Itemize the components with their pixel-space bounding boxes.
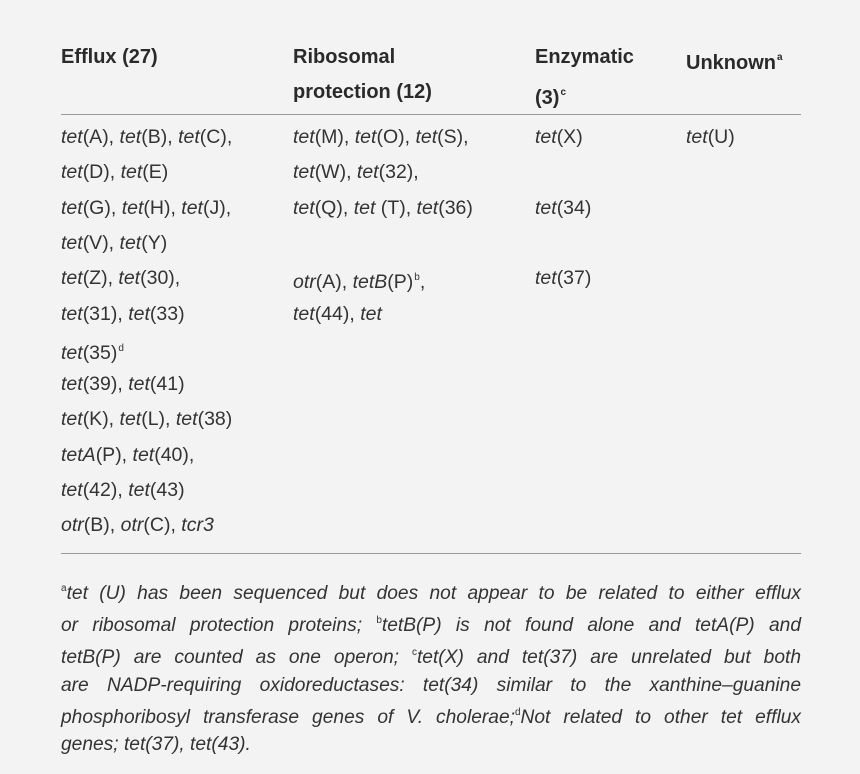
footnote-line-3 bbox=[61, 639, 801, 671]
gene-suffix: (38) bbox=[197, 408, 233, 431]
footnote-text-5b: Not related to other tet efflux bbox=[520, 706, 801, 728]
gene-suffix: (J), bbox=[202, 196, 232, 219]
ribosomal-entry bbox=[293, 123, 469, 151]
gene-suffix: (Y) bbox=[141, 231, 168, 254]
gene-name: tet bbox=[686, 126, 708, 148]
gene-suffix: (A), bbox=[315, 271, 353, 294]
efflux-entry bbox=[61, 158, 168, 186]
footnote-line-5 bbox=[61, 699, 801, 731]
gene-suffix: (B), bbox=[83, 514, 121, 537]
gene-suffix: (32), bbox=[378, 161, 419, 184]
gene-suffix: (36) bbox=[438, 196, 473, 219]
footnote-marker-c: c bbox=[411, 647, 417, 659]
footnote-line-2 bbox=[61, 607, 801, 639]
gene-name: tet bbox=[132, 443, 155, 466]
footnote-line-6 bbox=[61, 731, 801, 758]
footnote-text-2a: or ribosomal protection proteins; bbox=[61, 615, 377, 637]
gene-name: tcr3 bbox=[181, 514, 214, 537]
gene-suffix: (X) bbox=[556, 126, 583, 148]
gene-suffix: (A), bbox=[82, 126, 120, 148]
gene-name: tet bbox=[354, 126, 377, 148]
gene-name: tet bbox=[293, 196, 315, 219]
gene-suffix: (T), bbox=[375, 196, 417, 219]
gene-name: tet bbox=[120, 161, 143, 184]
gene-suffix: (V), bbox=[82, 231, 120, 254]
header-enzymatic-line2 bbox=[535, 75, 634, 116]
efflux-entry bbox=[61, 229, 167, 257]
efflux-entry bbox=[61, 123, 232, 151]
gene-suffix: (L), bbox=[141, 408, 176, 431]
gene-name: tet bbox=[535, 267, 557, 290]
footnote-marker-c: c bbox=[560, 87, 567, 98]
gene-suffix: (P) bbox=[387, 271, 414, 294]
footnote-text-5a: phosphoribosyl transferase genes of V. cholerae; bbox=[61, 706, 515, 728]
gene-name: tet bbox=[178, 126, 200, 148]
footnote-text-3a: tetB(P) are counted as one operon; bbox=[61, 647, 412, 669]
gene-name: tet bbox=[61, 341, 83, 364]
gene-name: tet bbox=[61, 267, 83, 290]
gene-name: tet bbox=[415, 126, 438, 148]
unknown-entry bbox=[686, 123, 735, 151]
gene-name: tet bbox=[61, 231, 83, 254]
gene-name: tet bbox=[128, 479, 150, 501]
gene-name: tet bbox=[119, 231, 142, 254]
gene-suffix: (M), bbox=[314, 126, 355, 148]
gene-suffix: (U) bbox=[707, 126, 735, 148]
footnote-text-4: are NADP-requiring oxidoreductases: tet(34) similar to the xanthine–guanine bbox=[61, 674, 801, 696]
gene-name: tet bbox=[293, 302, 315, 325]
gene-name: tet bbox=[360, 302, 382, 325]
efflux-entry bbox=[61, 476, 185, 504]
gene-name: tet bbox=[353, 196, 376, 219]
gene-name: tet bbox=[61, 126, 83, 148]
footnote-marker-a: a bbox=[777, 52, 783, 63]
gene-suffix: (P), bbox=[95, 443, 133, 466]
gene-suffix: (B), bbox=[141, 126, 179, 148]
header-efflux-text: Efflux (27) bbox=[61, 46, 158, 68]
enzymatic-entry bbox=[535, 264, 591, 292]
gene-name: tet bbox=[416, 196, 439, 219]
gene-suffix: (33) bbox=[149, 302, 185, 325]
footnote-line-4 bbox=[61, 672, 801, 699]
header-enzymatic bbox=[535, 40, 634, 116]
gene-name: tet bbox=[175, 408, 198, 431]
footnote-marker: d bbox=[118, 342, 124, 354]
gene-name: otr bbox=[120, 514, 144, 537]
efflux-entry bbox=[61, 194, 231, 222]
footnote-text-6: genes; tet(37), tet(43). bbox=[61, 734, 251, 756]
header-enzymatic-line1: Enzymatic bbox=[535, 46, 634, 68]
footnote-marker-b: b bbox=[376, 615, 382, 627]
footnote-marker-a: a bbox=[61, 583, 67, 594]
gene-suffix: (40), bbox=[154, 443, 195, 466]
gene-suffix: (Q), bbox=[314, 196, 354, 219]
gene-name: tet bbox=[121, 196, 144, 219]
footnote-text-2b: tetB(P) is not found alone and tetA(P) and bbox=[381, 615, 801, 637]
gene-name: tet bbox=[119, 408, 142, 431]
gene-suffix: (37) bbox=[556, 267, 592, 290]
gene-suffix: (44), bbox=[314, 302, 361, 325]
gene-suffix: (41) bbox=[149, 373, 185, 396]
gene-suffix: (43) bbox=[149, 479, 185, 501]
gene-name: otr bbox=[293, 271, 316, 294]
gene-name: tet bbox=[61, 161, 83, 184]
gene-name: tet bbox=[535, 126, 557, 148]
gene-suffix: , bbox=[419, 271, 426, 294]
gene-name: tet bbox=[61, 373, 83, 396]
gene-suffix: (E) bbox=[142, 161, 169, 184]
footnote-text-3b: tet(X) and tet(37) are unrelated but both bbox=[416, 647, 801, 669]
table-body bbox=[61, 115, 801, 554]
efflux-entry bbox=[61, 370, 185, 398]
enzymatic-entry bbox=[535, 123, 583, 151]
efflux-entry bbox=[61, 264, 180, 292]
gene-suffix: (C), bbox=[143, 514, 182, 537]
enzymatic-entry bbox=[535, 194, 591, 222]
gene-table bbox=[61, 36, 801, 554]
gene-name: tet bbox=[128, 373, 150, 396]
gene-name: tet bbox=[181, 196, 203, 219]
gene-name: tet bbox=[293, 161, 315, 184]
ribosomal-entry bbox=[293, 158, 419, 186]
gene-suffix: (Z), bbox=[82, 267, 119, 290]
footnote-line-1 bbox=[61, 575, 801, 607]
efflux-entry bbox=[61, 300, 185, 328]
footnote-text-1: tet (U) has been sequenced but does not appear to be related to either efflux bbox=[66, 583, 801, 604]
ribosomal-entry bbox=[293, 194, 473, 222]
header-unknown bbox=[686, 40, 783, 81]
gene-suffix: (W), bbox=[314, 161, 357, 184]
gene-suffix: (H), bbox=[143, 196, 182, 219]
gene-suffix: (34) bbox=[556, 196, 592, 219]
gene-name: tet bbox=[356, 161, 379, 184]
header-enzymatic-count: (3) bbox=[535, 87, 560, 109]
gene-name: tet bbox=[61, 479, 83, 501]
gene-name: tet bbox=[535, 196, 557, 219]
header-ribosomal-line1: Ribosomal bbox=[293, 46, 396, 68]
header-ribosomal bbox=[293, 40, 432, 110]
gene-suffix: (35) bbox=[82, 341, 118, 364]
gene-name: tet bbox=[61, 408, 83, 431]
gene-name: tet bbox=[61, 302, 83, 325]
gene-name: tet bbox=[128, 302, 150, 325]
gene-name: tetB bbox=[352, 271, 388, 294]
header-unknown-text: Unknown bbox=[686, 52, 776, 74]
header-efflux bbox=[61, 40, 158, 75]
ribosomal-entry bbox=[293, 264, 425, 296]
table-footnote bbox=[61, 575, 801, 758]
gene-suffix: (39), bbox=[82, 373, 129, 396]
gene-suffix: (30), bbox=[140, 267, 181, 290]
gene-name: tet bbox=[293, 126, 315, 148]
gene-suffix: (S), bbox=[437, 126, 469, 148]
header-ribosomal-line2: protection (12) bbox=[293, 81, 432, 103]
gene-name: otr bbox=[61, 514, 84, 537]
ribosomal-entry bbox=[293, 300, 382, 328]
gene-suffix: (C), bbox=[199, 126, 233, 148]
gene-name: tetA bbox=[61, 443, 96, 466]
efflux-entry bbox=[61, 441, 194, 469]
gene-suffix: (K), bbox=[82, 408, 120, 431]
gene-name: tet bbox=[118, 267, 141, 290]
gene-suffix: (O), bbox=[376, 126, 416, 148]
gene-name: tet bbox=[119, 126, 142, 148]
footnote-marker-d: d bbox=[514, 706, 521, 718]
gene-suffix: (31), bbox=[82, 302, 129, 325]
efflux-entry bbox=[61, 335, 124, 367]
gene-suffix: (G), bbox=[82, 196, 122, 219]
gene-name: tet bbox=[61, 196, 83, 219]
efflux-entry bbox=[61, 511, 214, 539]
footnote-marker: b bbox=[414, 272, 420, 284]
gene-suffix: (42), bbox=[82, 479, 129, 501]
table-header-row bbox=[61, 36, 801, 115]
gene-suffix: (D), bbox=[82, 161, 121, 184]
efflux-entry bbox=[61, 405, 232, 433]
